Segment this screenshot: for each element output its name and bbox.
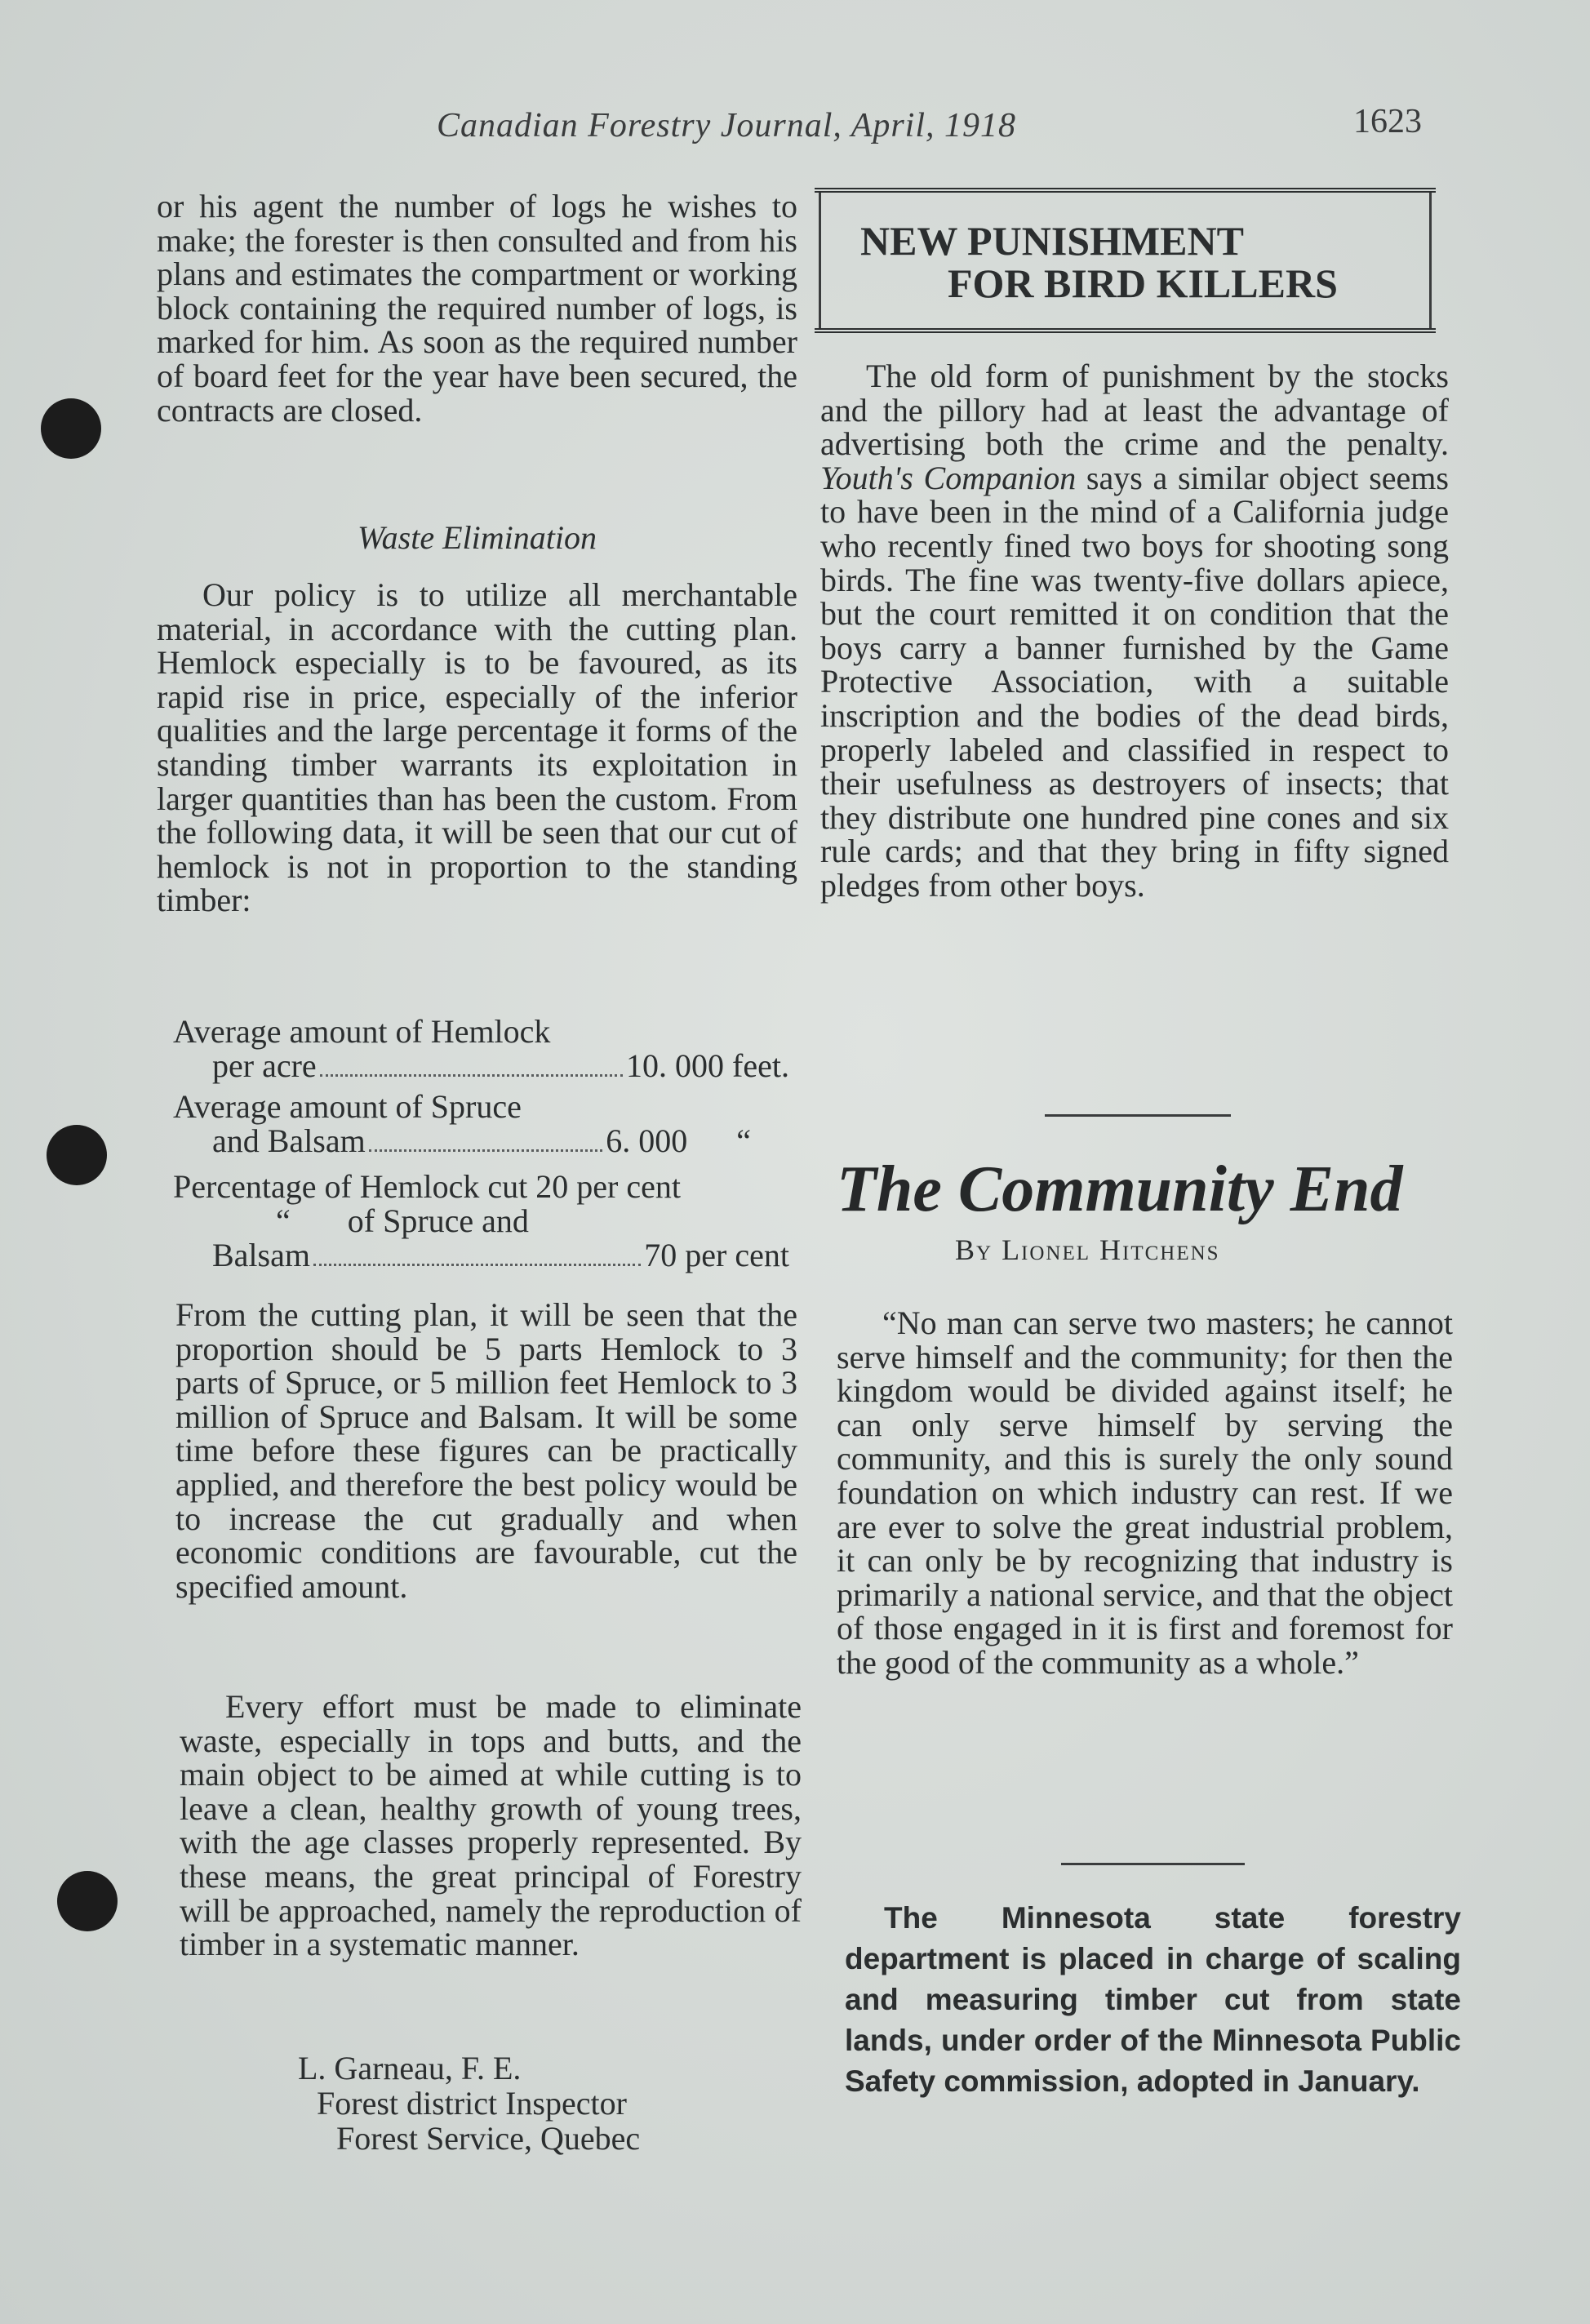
community-end-byline: By Lionel Hitchens xyxy=(955,1233,1220,1266)
bird-paragraph xyxy=(820,359,1449,903)
pct-spruce-row xyxy=(173,1238,789,1274)
bird-article xyxy=(820,359,1449,903)
pct-ditto: “ xyxy=(276,1202,291,1239)
leader-dots xyxy=(313,1264,641,1266)
pct-spruce-label: of Spruce and xyxy=(347,1202,529,1239)
effort-section xyxy=(180,1690,802,1962)
bird-killers-title-box xyxy=(819,193,1432,328)
plan-section xyxy=(175,1298,797,1603)
spruce-row xyxy=(173,1124,751,1160)
spruce-label: Average amount of Spruce xyxy=(173,1088,522,1125)
page-number: 1623 xyxy=(1353,103,1422,140)
signature-title: Forest district Inspector xyxy=(317,2085,627,2122)
bird-paragraph-2: says a similar object seems to have been in the mind of a California judge who recently fined two boys for shooting song birds. The fine was twenty-five dollars apiece, but the court remitted it on condition that the boys carry a banner furnished by the Game Protective Association, with a suitable inscription and the bodies of the dead birds, properly labeled and classified in respect to their usefulness as destroyers of insects; that they distribute one hundred pine cones and six rule cards; and that they bring in fifty signed pledges from other boys. xyxy=(820,459,1449,904)
waste-paragraph: Our policy is to utilize all merchantable material, in accordance with the cutting plan. Hemlock especially is to be favoured, as its rapid rise in price, especially of the inferior qualities and the large percentage it forms of the standing timber warrants its exploitation in larger quantities than has been the custom. From the following data, it will be seen that our cut of hemlock is not in proportion to the standing timber: xyxy=(157,576,797,919)
section-divider xyxy=(1061,1863,1245,1865)
leader-dots xyxy=(369,1149,603,1152)
signature-name: L. Garneau, F. E. xyxy=(298,2050,522,2086)
punch-hole-top xyxy=(41,398,101,459)
spruce-ditto: “ xyxy=(736,1122,751,1159)
pct-hemlock: Percentage of Hemlock cut 20 per cent xyxy=(173,1168,681,1205)
minnesota-paragraph: The Minnesota state forestry department is placed in charge of scaling and measuring timber cut from state lands, under order of the Minnesota Public Safety commission, adopted in January. xyxy=(845,1901,1461,2098)
bird-paragraph-1: The old form of punishment by the stocks and the pillory had at least the advantage of advertising both the crime and the penalty. xyxy=(820,358,1449,463)
punch-hole-bottom xyxy=(57,1871,118,1931)
bird-title-line-2: FOR BIRD KILLERS xyxy=(948,260,1338,306)
intro-paragraph: or his agent the number of logs he wishes to make; the forester is then consulted and from his plans and estimates the compartment or working block containing the required number of logs, is marked for him. As soon as the required number of board feet for the year have been secured, the contracts are closed. xyxy=(157,188,797,429)
plan-paragraph: From the cutting plan, it will be seen that the proportion should be 5 parts Hemlock to 3 parts of Spruce, or 5 million feet Hemlock to 3 million of Spruce and Balsam. It will be some time before these figures can be practically applied, and therefore the best policy would be to increase the cut gradually and when economic conditions are favourable, cut the specified amount. xyxy=(175,1296,797,1605)
minnesota-note xyxy=(845,1898,1461,2102)
timber-data-table xyxy=(173,1015,789,1274)
punch-hole-middle xyxy=(47,1125,107,1185)
waste-body xyxy=(157,578,797,918)
waste-section xyxy=(157,521,797,555)
spruce-sub: and Balsam xyxy=(212,1122,366,1159)
section-divider xyxy=(1045,1114,1231,1117)
waste-heading: Waste Elimination xyxy=(358,519,597,556)
hemlock-sub: per acre xyxy=(212,1047,317,1084)
running-header-title: Canadian Forestry Journal, April, 1918 xyxy=(437,107,1016,144)
pct-spruce-sub: Balsam xyxy=(212,1237,310,1273)
hemlock-row xyxy=(173,1049,789,1085)
title-rule-bottom xyxy=(815,328,1436,333)
effort-paragraph: Every effort must be made to eliminate waste, especially in tops and butts, and the main object to be aimed at while cutting is to leave a clean, healthy growth of young trees, with the age classes properly represented. By these means, the great principal of Forestry will be approached, namely the reproduction of timber in a systematic manner. xyxy=(180,1688,802,1963)
left-column-top xyxy=(157,189,797,427)
signature-org: Forest Service, Quebec xyxy=(336,2120,641,2157)
bird-source: Youth's Companion xyxy=(820,459,1077,496)
spruce-value: 6. 000 xyxy=(606,1122,688,1159)
quote-paragraph: “No man can serve two masters; he cannot serve himself and the community; for then the kingdom would be divided against itself; he can only serve himself by serving the community, and this is surely the only sound foundation on which industry can rest. If we are ever to solve the great industrial problem, it can only be by recognizing that industry is primarily a national service, and that the object of those engaged in it is first and foremost for the good of the community as a whole.” xyxy=(837,1304,1453,1681)
hemlock-label: Average amount of Hemlock xyxy=(173,1013,551,1050)
community-quote xyxy=(837,1306,1453,1680)
leader-dots xyxy=(320,1074,623,1077)
pct-spruce-value: 70 per cent xyxy=(644,1237,789,1273)
pct-spruce-line xyxy=(173,1204,789,1238)
hemlock-value: 10. 000 feet. xyxy=(626,1047,789,1084)
title-rule-top xyxy=(815,188,1436,193)
bird-title-line-1: NEW PUNISHMENT xyxy=(860,218,1244,264)
community-end-title: The Community End xyxy=(837,1153,1403,1225)
